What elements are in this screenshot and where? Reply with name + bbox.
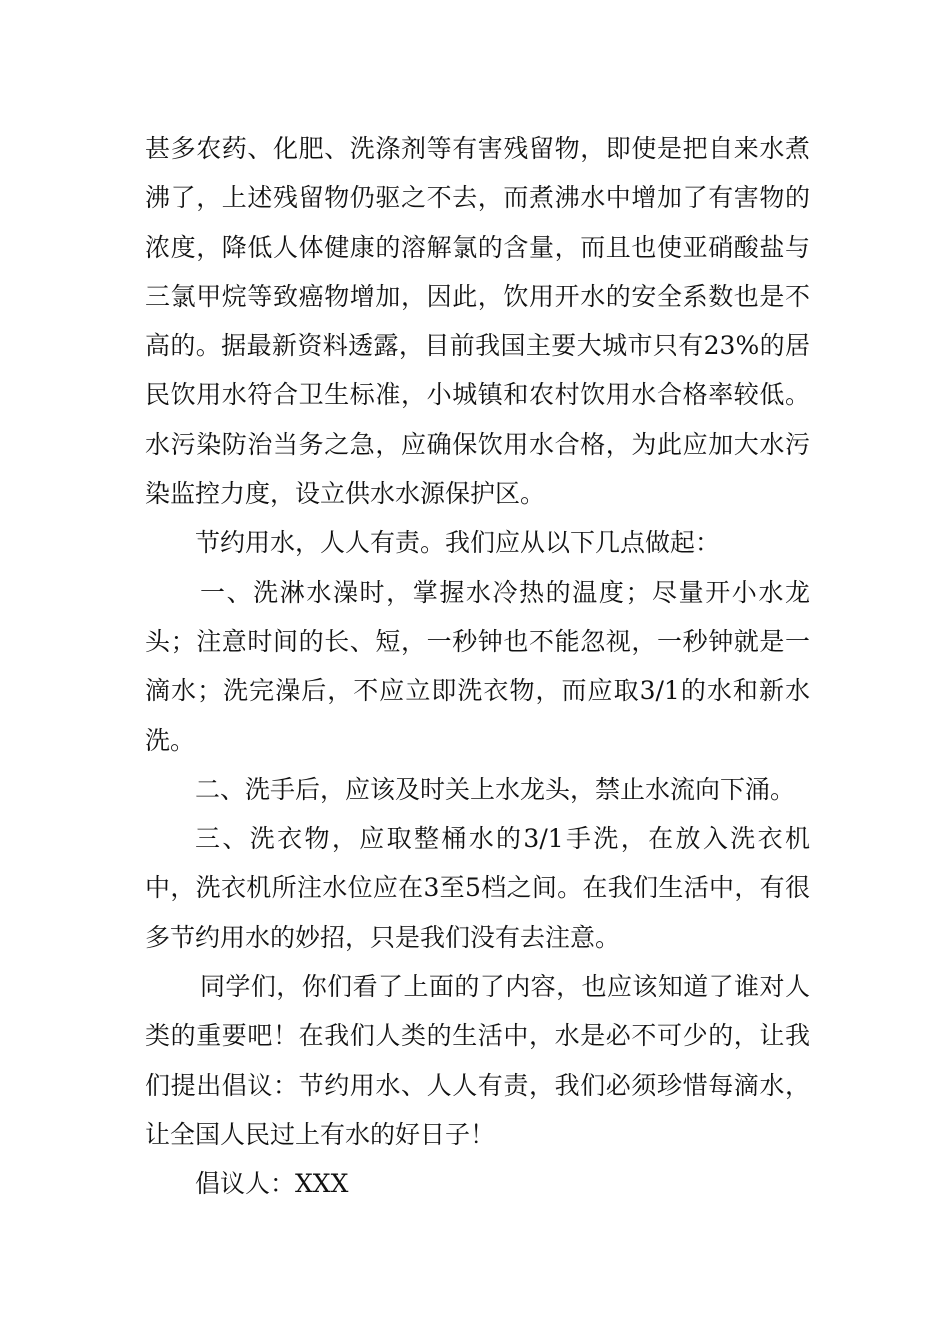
- paragraph-water-pollution: 甚多农药、化肥、洗涤剂等有害残留物，即使是把自来水煮沸了，上述残留物仍驱之不去，而煮沸水中增加了有害物的浓度，降低人体健康的溶解氯的含量，而且也使亚硝酸盐与三氯甲烷等致癌物增加，因此，饮用开水的安全系数也是不高的。据最新资料透露，目前我国主要大城市只有23%的居民饮用水符合卫生标准，小城镇和农村饮用水合格率较低。水污染防治当务之急，应确保饮用水合格，为此应加大水污染监控力度，设立供水水源保护区。: [145, 134, 810, 509]
- paragraph-point-one: 一、洗淋水澡时，掌握水冷热的温度；尽量开小水龙头；注意时间的长、短，一秒钟也不能忽视，一秒钟就是一滴水；洗完澡后，不应立即洗衣物，而应取3/1的水和新水洗。: [145, 577, 810, 755]
- paragraph-save-water-intro: 节约用水，人人有责。我们应从以下几点做起：: [195, 528, 721, 558]
- paragraph-point-two: 二、洗手后，应该及时关上水龙头，禁止水流向下涌。: [195, 774, 796, 804]
- document-body: [145, 124, 810, 1209]
- paragraph-point-three: 三、洗衣物，应取整桶水的3/1手洗，在放入洗衣机中，洗衣机所注水位应在3至5档之间。在我们生活中，有很多节约用水的妙招，只是我们没有去注意。: [145, 824, 810, 952]
- paragraph-conclusion: 同学们，你们看了上面的了内容，也应该知道了谁对人类的重要吧！在我们人类的生活中，水是必不可少的，让我们提出倡议：节约用水、人人有责，我们必须珍惜每滴水，让全国人民过上有水的好日子！: [145, 972, 810, 1149]
- signature-line: 倡议人：XXX: [195, 1169, 349, 1199]
